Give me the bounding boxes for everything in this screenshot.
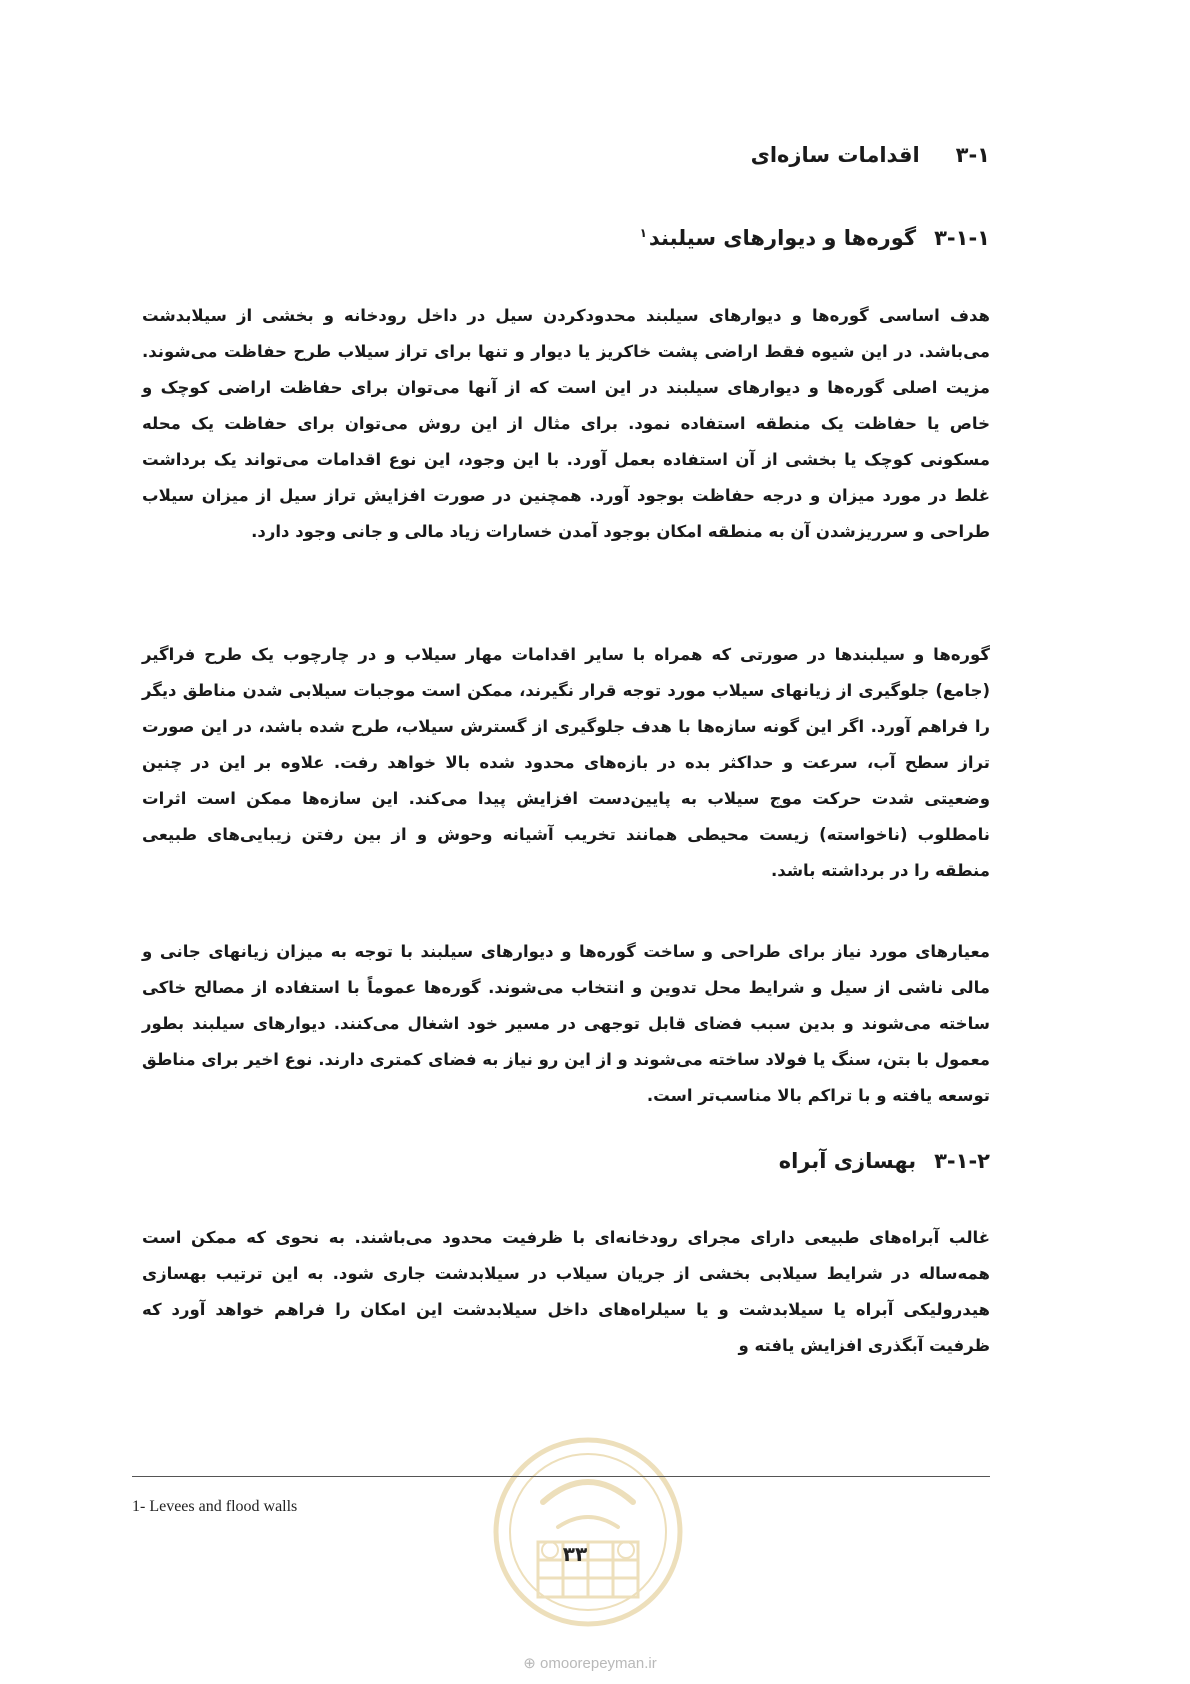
paragraph: معیارهای مورد نیاز برای طراحی و ساخت گوره‌ها و دیوارهای سیلبند با توجه به میزان زیانهای جانی و مالی ناشی از سیل و شرایط محل تدوین و انتخاب می‌شوند. گوره‌ها عموماً با استفاده از مصالح خاکی ساخته می‌شوند و بدین سبب فضای قابل توجهی در مسیر خود اشغال می‌کنند. دیوارهای سیلبند بطور معمول با بتن، سنگ یا فولاد ساخته می‌شوند و از این رو نیاز به فضای کمتری دارند. نوع اخیر برای مناطق توسعه یافته و با تراکم بالا مناسب‌تر است. [142, 942, 990, 1105]
paragraph: هدف اساسی گوره‌ها و دیوارهای سیلبند محدودکردن سیل در داخل رودخانه و بخشی از سیلابدشت می‌باشد. در این شیوه فقط اراضی پشت خاکریز یا دیوار و تنها برای تراز سیلاب طرح حفاظت می‌شوند. مزیت اصلی گوره‌ها و دیوارهای سیلبند در این است که از آنها می‌توان برای حفاظت اراضی کوچک و خاص یا حفاظت یک منطقه استفاده نمود. برای مثال از این روش می‌توان برای حفاظت یک محله مسکونی کوچک یا بخشی از آن استفاده بعمل آورد. با این وجود، این نوع اقدامات می‌تواند یک برداشت غلط در مورد میزان و درجه حفاظت بوجود آورد. همچنین در صورت افزایش تراز سیل از میزان سیلاب طراحی و سرریزشدن آن به منطقه امکان بوجود آمدن خسارات زیاد مالی و جانی وجود دارد. [142, 306, 990, 541]
paragraph: غالب آبراه‌های طبیعی دارای مجرای رودخانه‌ای با ظرفیت محدود می‌باشند. به نحوی که ممکن است همه‌ساله در شرایط سیلابی بخشی از جریان سیلاب در سیلابدشت جاری شود. به این ترتیب بهسازی هیدرولیکی آبراه یا سیلابدشت و یا سیلراه‌های داخل سیلابدشت این امکان را فراهم خواهد آورد که ظرفیت آبگذری افزایش یافته و [142, 1228, 990, 1355]
page-number: ۳۳ [562, 1542, 588, 1566]
subsection-title-1: گوره‌ها و دیوارهای سیلبند [648, 226, 917, 250]
watermark-website [480, 1654, 700, 1672]
section-title: اقدامات سازه‌ای [750, 143, 920, 167]
section-heading [751, 143, 990, 167]
subsection-number-1: ۳-۱-۱ [934, 226, 990, 250]
footnote-reference: ۱ [639, 226, 647, 240]
footnote-divider [132, 1476, 990, 1477]
section-number: ۳-۱ [955, 143, 990, 167]
footnote: 1- Levees and flood walls [132, 1498, 298, 1515]
paragraph: گوره‌ها و سیلبندها در صورتی که همراه با سایر اقدامات مهار سیلاب و در چارچوب یک طرح فراگیر (جامع) جلوگیری از زیانهای سیلاب مورد توجه قرار نگیرند، ممکن است موجبات سیلابی شدن مناطق دیگر را فراهم آورد. اگر این گونه سازه‌ها با هدف جلوگیری از گسترش سیلاب، طرح شده باشد، در این صورت تراز سطح آب، سرعت و حداکثر بده در بازه‌های محدود شده بالا خواهد رفت. علاوه بر این در چنین وضعیتی شدت حرکت موج سیلاب به پایین‌دست افزایش پیدا می‌کند. این سازه‌ها ممکن است اثرات نامطلوب (ناخواسته) زیست محیطی همانند تخریب آشیانه وحوش و از بین رفتن زیبایی‌های طبیعی منطقه را در برداشته باشد. [142, 645, 990, 880]
watermark-site-text: omoorepeyman.ir [540, 1655, 657, 1672]
subsection-heading-2 [779, 1149, 990, 1173]
subsection-title-2: بهسازی آبراه [778, 1149, 917, 1173]
subsection-heading-1 [640, 226, 990, 250]
watermark-seal-logo [488, 1432, 688, 1632]
subsection-number-2: ۳-۱-۲ [934, 1149, 990, 1173]
globe-icon: ⊕ [523, 1655, 536, 1672]
